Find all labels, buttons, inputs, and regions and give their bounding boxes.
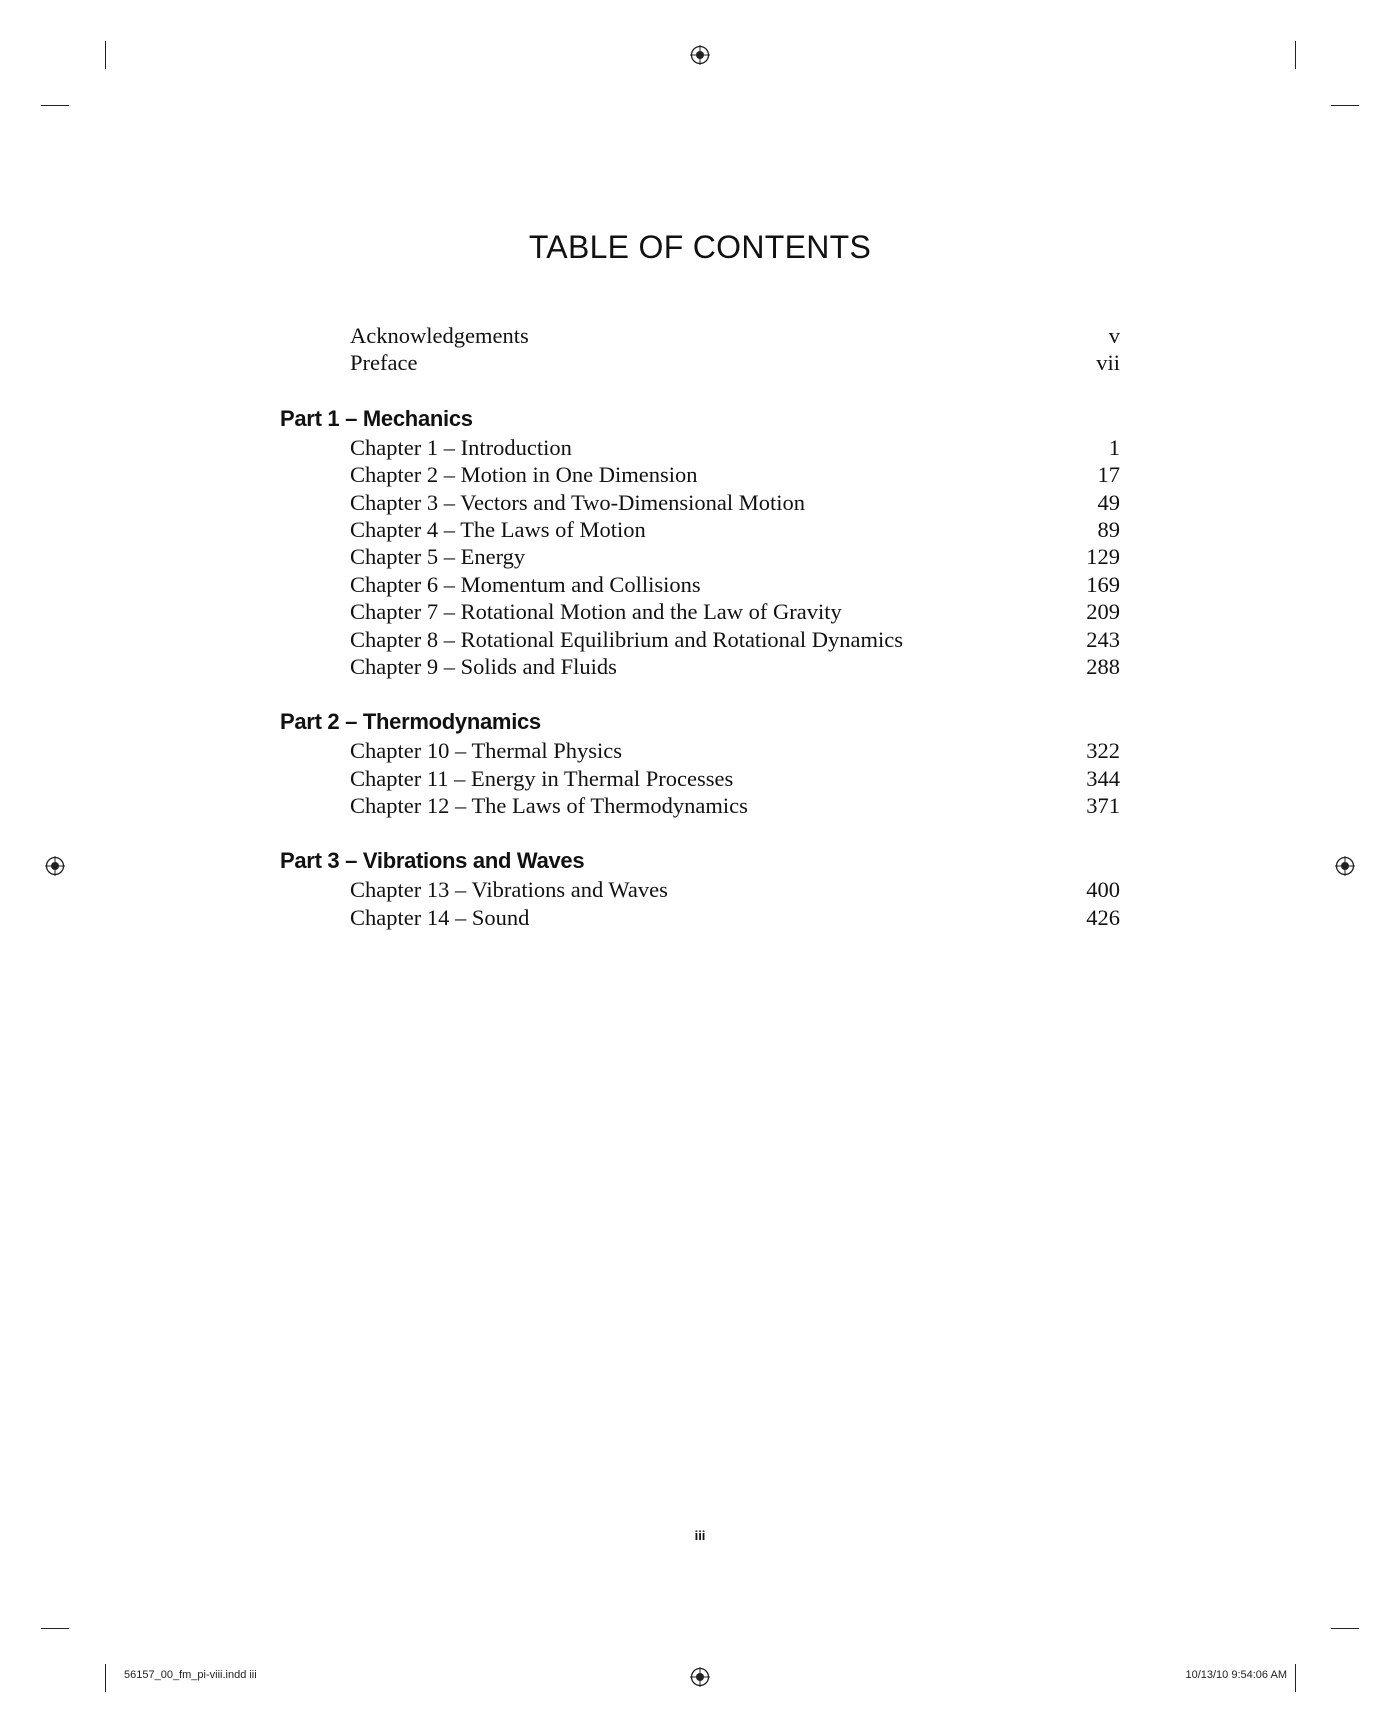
crop-mark-top-left-horizontal xyxy=(41,105,69,106)
toc-entry-title: Chapter 7 – Rotational Motion and the Law of Gravity xyxy=(350,599,842,625)
toc-entry-page: 400 xyxy=(1086,877,1120,903)
crop-mark-top-right-vertical xyxy=(1295,41,1296,69)
toc-chapter-row[interactable] xyxy=(280,876,1120,903)
toc-entry-title: Chapter 6 – Momentum and Collisions xyxy=(350,571,701,597)
toc-chapter-row[interactable] xyxy=(280,571,1120,598)
toc-entry-page: 371 xyxy=(1086,793,1120,819)
slug-timestamp: 10/13/10 9:54:06 AM xyxy=(1185,1669,1287,1681)
toc-entry-page: 89 xyxy=(1097,516,1120,542)
toc-entry-page: 129 xyxy=(1086,544,1120,570)
toc-chapter-row[interactable] xyxy=(280,904,1120,931)
toc-entry-title: Chapter 13 – Vibrations and Waves xyxy=(350,877,668,903)
toc-entry-title: Chapter 11 – Energy in Thermal Processes xyxy=(350,765,734,791)
crop-mark-top-right-horizontal xyxy=(1331,105,1359,106)
toc-entry-acknowledgements[interactable] xyxy=(280,322,1120,349)
toc-entry-page: 169 xyxy=(1086,571,1120,597)
registration-target-icon xyxy=(45,856,65,876)
toc-entry-page: vii xyxy=(1096,350,1120,376)
toc-entry-title: Chapter 3 – Vectors and Two-Dimensional Motion xyxy=(350,489,806,515)
toc-entry-preface[interactable] xyxy=(280,349,1120,376)
toc-entry-title: Chapter 1 – Introduction xyxy=(350,434,572,460)
toc-entry-page: 209 xyxy=(1086,599,1120,625)
toc-chapter-row[interactable] xyxy=(280,626,1120,653)
toc-chapter-row[interactable] xyxy=(280,434,1120,461)
crop-mark-bottom-right-horizontal xyxy=(1331,1628,1359,1629)
page-title: TABLE OF CONTENTS xyxy=(528,229,872,265)
toc-entry-title: Chapter 8 – Rotational Equilibrium and Rotational Dynamics xyxy=(350,626,904,652)
crop-mark-top-left-vertical xyxy=(105,41,106,69)
part-heading-vibrations-and-waves: Part 3 – Vibrations and Waves xyxy=(280,848,585,874)
crop-mark-bottom-right-vertical xyxy=(1295,1664,1296,1692)
crop-mark-bottom-left-vertical xyxy=(105,1664,106,1692)
toc-chapter-row[interactable] xyxy=(280,461,1120,488)
toc-chapter-row[interactable] xyxy=(280,653,1120,680)
toc-entry-page: 1 xyxy=(1108,434,1120,460)
toc-entry-page: 17 xyxy=(1097,462,1120,488)
toc-entry-page: 288 xyxy=(1086,653,1120,679)
toc-entry-page: v xyxy=(1108,323,1120,348)
table-of-contents xyxy=(280,322,1120,931)
slug-filename: 56157_00_fm_pi-viii.indd iii xyxy=(124,1669,257,1681)
crop-mark-bottom-left-horizontal xyxy=(41,1628,69,1629)
registration-target-icon xyxy=(690,1667,710,1687)
toc-entry-title: Chapter 5 – Energy xyxy=(350,544,526,570)
toc-entry-title: Chapter 14 – Sound xyxy=(350,904,530,930)
toc-chapter-row[interactable] xyxy=(280,489,1120,516)
toc-entry-page: 322 xyxy=(1086,738,1120,764)
toc-chapter-row[interactable] xyxy=(280,737,1120,764)
toc-chapter-row[interactable] xyxy=(280,792,1120,819)
toc-entry-title: Chapter 9 – Solids and Fluids xyxy=(350,653,617,679)
toc-entry-page: 344 xyxy=(1086,765,1120,791)
toc-entry-page: 243 xyxy=(1086,626,1120,652)
toc-entry-page: 426 xyxy=(1086,904,1120,930)
toc-entry-title: Chapter 12 – The Laws of Thermodynamics xyxy=(350,793,748,819)
registration-target-icon xyxy=(690,45,710,65)
toc-entry-title: Chapter 4 – The Laws of Motion xyxy=(350,516,646,542)
page-number: iii xyxy=(694,1528,706,1543)
toc-entry-title: Chapter 2 – Motion in One Dimension xyxy=(350,462,698,488)
toc-entry-page: 49 xyxy=(1097,489,1120,515)
part-heading-mechanics: Part 1 – Mechanics xyxy=(280,405,473,431)
toc-chapter-row[interactable] xyxy=(280,765,1120,792)
toc-chapter-row[interactable] xyxy=(280,543,1120,570)
registration-target-icon xyxy=(1335,856,1355,876)
toc-entry-title: Acknowledgements xyxy=(350,323,529,348)
toc-chapter-row[interactable] xyxy=(280,516,1120,543)
toc-entry-title: Preface xyxy=(350,350,418,376)
toc-chapter-row[interactable] xyxy=(280,598,1120,625)
toc-entry-title: Chapter 10 – Thermal Physics xyxy=(350,738,623,764)
part-heading-thermodynamics: Part 2 – Thermodynamics xyxy=(280,709,541,735)
